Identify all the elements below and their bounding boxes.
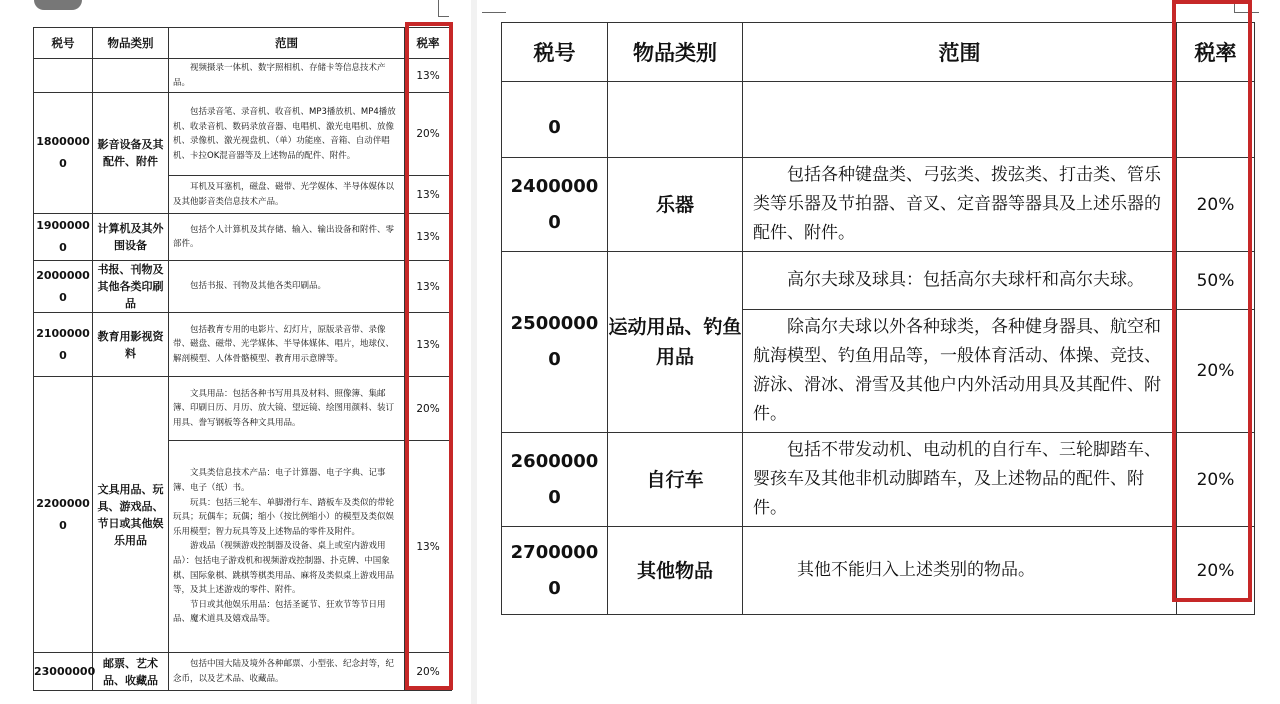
category-cell: 教育用影视资料 [93,313,169,377]
header-category: 物品类别 [608,23,743,82]
range-cell: 包括录音笔、录音机、收音机、MP3播放机、MP4播放机、收录音机、数码录放音器、电唱机、激光电唱机、放像机、录像机、激光视盘机、（单）功能座、音箱、自动伴唱机、卡拉OK混音器等及上述物品的配件、附件。 [169,93,405,176]
category-cell: 运动用品、钓鱼用品 [608,252,743,433]
rate-cell: 13% [405,313,452,377]
range-cell: 包括书报、刊物及其他各类印刷品。 [169,261,405,313]
rate-cell: 20% [1177,158,1255,252]
rate-cell: 20% [405,653,452,691]
header-code: 税号 [34,28,93,59]
code-cell: 0 [502,82,608,158]
code-cell: 22000000 [34,377,93,653]
category-cell: 影音设备及其配件、附件 [93,93,169,214]
category-cell [608,82,743,158]
table-row [34,653,452,691]
table-row [502,82,1255,158]
rate-column-highlight [405,22,453,690]
table-header-row [502,23,1255,82]
header-code: 税号 [502,23,608,82]
code-cell: 19000000 [34,214,93,261]
table-header-row [34,28,452,59]
code-cell: 25000000 [502,252,608,433]
table-row [502,527,1255,615]
category-cell: 文具用品、玩具、游戏品、节日或其他娱乐用品 [93,377,169,653]
code-cell: 26000000 [502,433,608,527]
range-cell: 包括不带发动机、电动机的自行车、三轮脚踏车、婴孩车及其他非机动脚踏车，及上述物品的配件、附件。 [743,433,1177,527]
code-cell: 18000000 [34,93,93,214]
range-cell: 文具用品：包括各种书写用具及材料、照像簿、集邮簿、印刷日历、月历、放大镜、望远镜、绘图用颜料、装订用具、誊写钢板等各种文具用品。 [169,377,405,441]
rate-cell: 20% [405,93,452,176]
code-cell: 21000000 [34,313,93,377]
header-category: 物品类别 [93,28,169,59]
code-cell [34,59,93,93]
tariff-table-left [33,27,452,691]
range-cell: 包括个人计算机及其存储、输入、输出设备和附件、零部件。 [169,214,405,261]
range-cell: 文具类信息技术产品：电子计算器、电子字典、记事簿、电子（纸）书。 玩具：包括三轮车、单脚滑行车、踏板车及类似的带轮玩具；玩偶车；玩偶；缩小（按比例缩小）的模型及类似娱乐用模型；智力玩具等及上述物品的零件及附件。 游戏品（视频游戏控制器及设备、桌上或室内游戏用品）：包括电子游戏机和视频游戏控制器、扑克牌、中国象棋、国际象棋、跳棋等棋类用品、麻将及类似桌上游戏用品等，及其上述游戏的零件、附件。 节日或其他娱乐用品：包括圣诞节、狂欢节等节日用品、魔术道具及嬉戏品等。 [169,441,405,653]
range-cell: 视频摄录一体机、数字照相机、存储卡等信息技术产品。 [169,59,405,93]
tariff-table-right [501,22,1255,615]
table-row [34,93,452,176]
table-row [502,158,1255,252]
rate-cell: 13% [405,176,452,214]
category-cell: 计算机及其外围设备 [93,214,169,261]
table-row [34,377,452,441]
rate-cell: 13% [405,214,452,261]
category-cell: 自行车 [608,433,743,527]
table-row [502,433,1255,527]
category-cell: 其他物品 [608,527,743,615]
category-cell: 书报、刊物及其他各类印刷品 [93,261,169,313]
crop-mark [482,0,506,13]
category-cell: 乐器 [608,158,743,252]
document-page-right [478,0,1280,704]
header-rate: 税率 [405,28,452,59]
range-cell [743,82,1177,158]
table-row [34,59,452,93]
rate-cell: 20% [1177,310,1255,433]
table-row [34,313,452,377]
header-rate: 税率 [1177,23,1255,82]
header-range: 范围 [743,23,1177,82]
rate-cell: 50% [1177,252,1255,310]
page-corner-tab [34,0,82,10]
code-cell: 24000000 [502,158,608,252]
code-cell: 23000000 [34,653,93,691]
category-cell [93,59,169,93]
rate-column-highlight [1172,0,1252,602]
code-cell: 20000000 [34,261,93,313]
crop-mark [438,0,449,17]
rate-cell: 13% [405,441,452,653]
rate-cell: 20% [405,377,452,441]
range-cell: 除高尔夫球以外各种球类，各种健身器具、航空和航海模型、钓鱼用品等，一般体育活动、体操、竞技、游泳、滑冰、滑雪及其他户内外活动用具及其配件、附件。 [743,310,1177,433]
rate-cell: 20% [1177,527,1255,615]
range-cell: 其他不能归入上述类别的物品。 [743,527,1177,615]
code-cell: 27000000 [502,527,608,615]
page-divider [471,0,477,704]
rate-cell: 13% [405,261,452,313]
table-row [502,252,1255,310]
range-cell: 耳机及耳塞机，磁盘、磁带、光学媒体、半导体媒体以及其他影音类信息技术产品。 [169,176,405,214]
category-cell: 邮票、艺术品、收藏品 [93,653,169,691]
range-cell: 包括中国大陆及境外各种邮票、小型张、纪念封等，纪念币，以及艺术品、收藏品。 [169,653,405,691]
range-cell: 包括各种键盘类、弓弦类、拨弦类、打击类、管乐类等乐器及节拍器、音叉、定音器等器具及上述乐器的配件、附件。 [743,158,1177,252]
header-range: 范围 [169,28,405,59]
range-cell: 包括教育专用的电影片、幻灯片，原版录音带、录像带、磁盘、磁带、光学媒体、半导体媒体、唱片，地球仪、解剖模型、人体骨骼模型、教育用示意牌等。 [169,313,405,377]
table-row [34,261,452,313]
range-cell: 高尔夫球及球具：包括高尔夫球杆和高尔夫球。 [743,252,1177,310]
rate-cell: 13% [405,59,452,93]
rate-cell: 20% [1177,433,1255,527]
document-page-left [0,0,470,704]
table-row [34,214,452,261]
